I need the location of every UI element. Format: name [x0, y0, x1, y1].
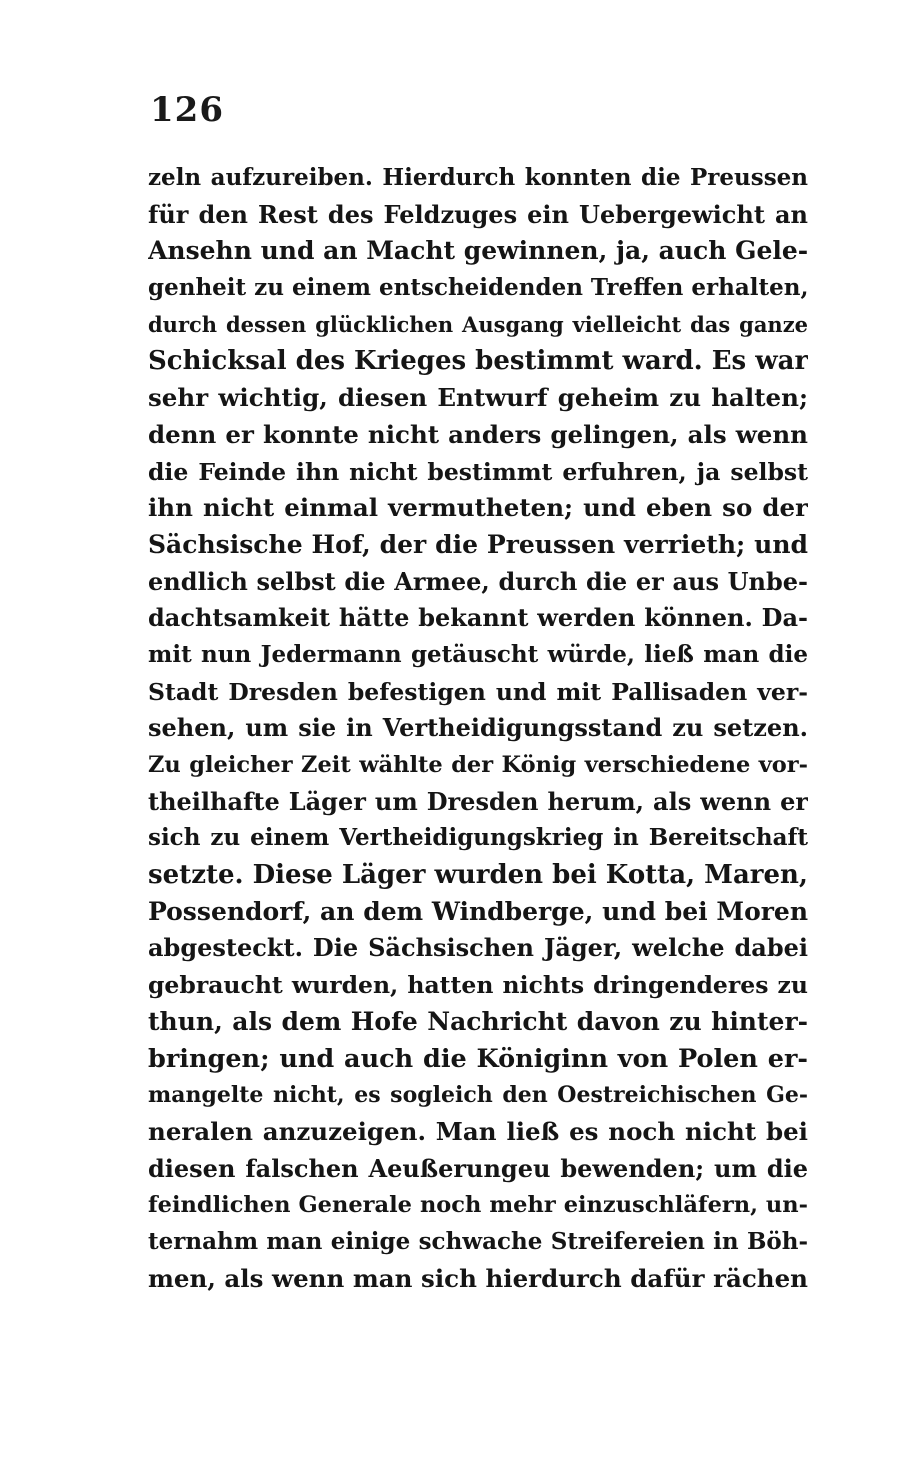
text-line: Zu gleicher Zeit wählte der König verschiedene vor- — [148, 752, 808, 778]
text-line: dachtsamkeit hätte bekannt werden können. Da- — [148, 603, 808, 633]
text-line: bringen; und auch die Königinn von Polen er- — [148, 1043, 808, 1074]
text-line: theilhafte Läger um Dresden herum, als wenn er — [148, 786, 808, 816]
text-line: Schicksal des Krieges bestimmt ward. Es war — [148, 346, 808, 377]
text-line: neralen anzuzeigen. Man ließ es noch nicht bei — [148, 1116, 808, 1146]
text-line: sich zu einem Vertheidigungskrieg in Bereitschaft — [148, 824, 808, 852]
body-text — [148, 160, 808, 1297]
text-line: zeln aufzureiben. Hierdurch konnten die Preussen — [148, 164, 808, 191]
text-line: denn er konnte nicht anders gelingen, als wenn — [148, 419, 808, 449]
text-line: ternahm man einige schwache Streifereien in Böh- — [148, 1227, 808, 1255]
text-line: Stadt Dresden befestigen und mit Pallisaden ver- — [148, 677, 808, 706]
text-line: mit nun Jedermann getäuscht würde, ließ man die — [148, 640, 808, 668]
text-line: ihn nicht einmal vermutheten; und eben so der — [148, 493, 808, 523]
text-line: Ansehn und an Macht gewinnen, ja, auch Gele- — [148, 236, 808, 266]
text-line: genheit zu einem entscheidenden Treffen erhalten, — [148, 274, 808, 302]
text-line: Sächsische Hof, der die Preussen verrieth; und — [148, 529, 808, 559]
page-number: 126 — [150, 90, 224, 130]
text-line: die Feinde ihn nicht bestimmt erfuhren, ja selbst — [148, 457, 808, 486]
text-line: diesen falschen Aeußerungeu bewenden; um die — [148, 1153, 808, 1183]
text-line: thun, als dem Hofe Nachricht davon zu hinter- — [148, 1006, 808, 1036]
text-line: mangelte nicht, es sogleich den Oestreichischen Ge- — [148, 1082, 808, 1109]
text-line: gebraucht wurden, hatten nichts dringenderes zu — [148, 971, 808, 1000]
text-line: sehen, um sie in Vertheidigungsstand zu setzen. — [148, 713, 808, 743]
text-line: durch dessen glücklichen Ausgang vielleicht das ganze — [148, 311, 808, 337]
text-line: feindlichen Generale noch mehr einzuschläfern, un- — [148, 1192, 808, 1219]
text-line: setzte. Diese Läger wurden bei Kotta, Maren, — [148, 860, 808, 891]
text-line: sehr wichtig, diesen Entwurf geheim zu halten; — [148, 383, 808, 413]
text-line: für den Rest des Feldzuges ein Uebergewicht an — [148, 199, 808, 229]
text-line: Possendorf, an dem Windberge, und bei Moren — [148, 896, 808, 926]
text-line: abgesteckt. Die Sächsischen Jäger, welche dabei — [148, 933, 808, 963]
text-line: men, als wenn man sich hierdurch dafür rächen — [148, 1263, 808, 1293]
text-line: endlich selbst die Armee, durch die er aus Unbe- — [148, 566, 808, 596]
